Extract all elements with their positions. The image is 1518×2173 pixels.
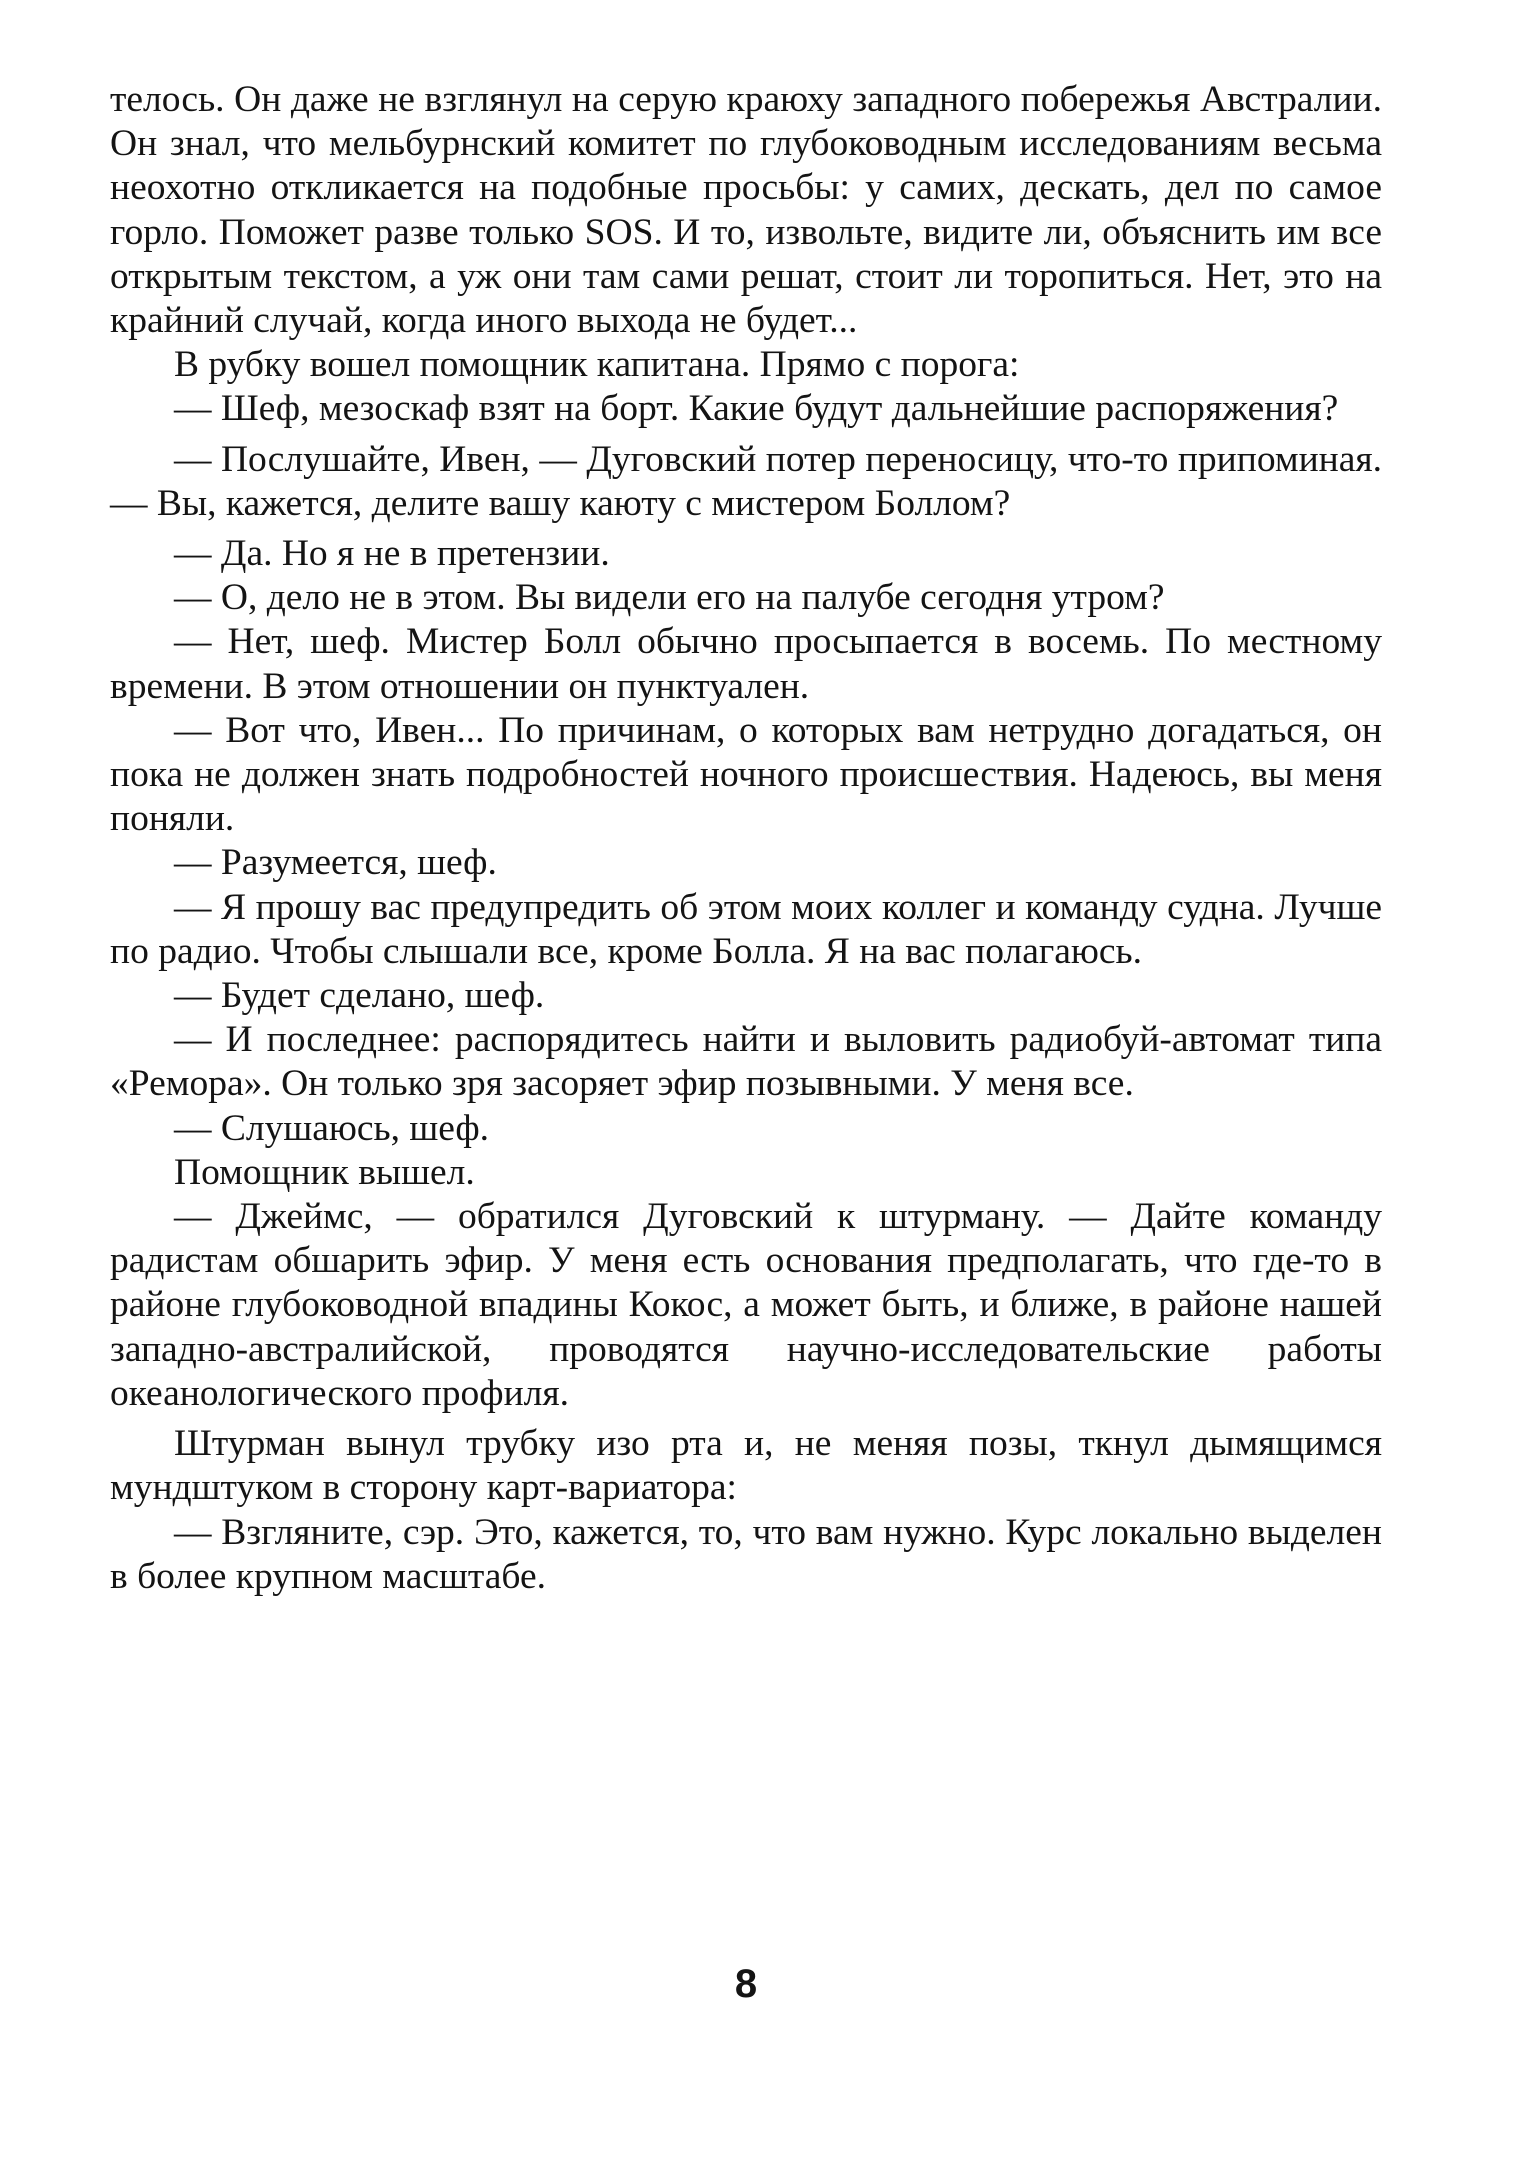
paragraph-8: — Вот что, Ивен... По причинам, о которых вам нетрудно догадаться, он пока не должен знать подробностей ночного происшествия. Надеюсь, вы меня поняли. [110, 709, 1382, 840]
paragraph-2: В рубку вошел помощник капитана. Прямо с порога: [174, 344, 1020, 386]
paragraph-1: телось. Он даже не взглянул на серую краюху западного побережья Австралии. Он знал, что мельбурнский комитет по глубоководным исследованиям весьма неохотно откликается на подобные просьбы: у самих, дескать, дел по самое горло. Поможет разве только SOS. И то, извольте, видите ли, объяснить им все открытым текстом, а уж они там сами решат, стоит ли торопиться. Нет, это на крайний случай, когда иного выхода не будет... [110, 79, 1382, 342]
paragraph-5: — Да. Но я не в претензии. [174, 533, 610, 575]
paragraph-14: Помощник вышел. [174, 1151, 475, 1193]
paragraph-4: — Послушайте, Ивен, — Дуговский потер переносицу, что-то припоминая. — Вы, кажется, делите вашу каюту с мистером Боллом? [110, 438, 1382, 524]
paragraph-10: — Я прошу вас предупредить об этом моих коллег и команду судна. Лучше по радио. Чтобы слышали все, кроме Болла. Я на вас полагаюсь. [110, 886, 1382, 972]
paragraph-13: — Слушаюсь, шеф. [174, 1107, 490, 1149]
paragraph-6: — О, дело не в этом. Вы видели его на палубе сегодня утром? [174, 577, 1165, 619]
paragraph-3: — Шеф, мезоскаф взят на борт. Какие будут дальнейшие распоряжения? [174, 388, 1339, 430]
page-text [110, 78, 1382, 1599]
book-page [110, 78, 1382, 2138]
page-number: 8 [734, 1962, 758, 2006]
paragraph-7: — Нет, шеф. Мистер Болл обычно просыпается в восемь. По местному времени. В этом отношении он пунктуален. [110, 621, 1382, 707]
paragraph-12: — И последнее: распорядитесь найти и выловить радиобуй-автомат типа «Ремора». Он только зря засоряет эфир позывными. У меня все. [110, 1019, 1382, 1105]
paragraph-11: — Будет сделано, шеф. [174, 975, 545, 1017]
paragraph-15: — Джеймс, — обратился Дуговский к штурману. — Дайте команду радистам обшарить эфир. У меня есть основания предполагать, что где-то в районе глубоководной впадины Кокос, а может быть, и ближе, в районе нашей западно-австралийской, проводятся научно-исследовательские работы океанологического профиля. [110, 1196, 1382, 1414]
paragraph-9: — Разумеется, шеф. [174, 842, 497, 884]
paragraph-17: — Взгляните, сэр. Это, кажется, то, что вам нужно. Курс локально выделен в более крупном масштабе. [110, 1511, 1382, 1597]
paragraph-16: Штурман вынул трубку изо рта и, не меняя позы, ткнул дымящимся мундштуком в сторону карт-вариатора: [110, 1423, 1382, 1509]
